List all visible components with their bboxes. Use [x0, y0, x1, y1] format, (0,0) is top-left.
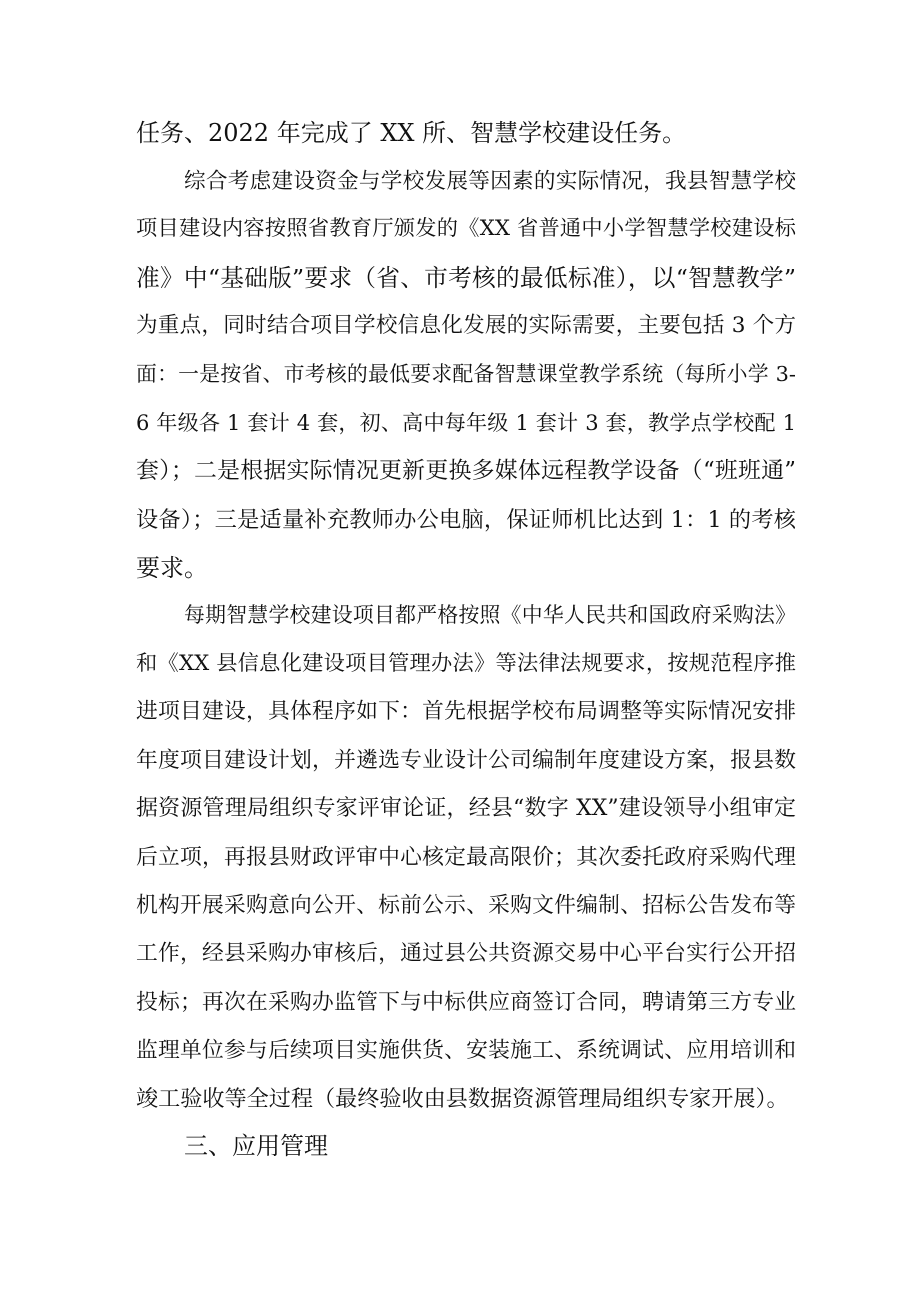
paragraph-3-line-4: 年度项目建设计划，并遴选专业设计公司编制年度建设方案，报县数: [136, 748, 796, 773]
paragraph-3-line-1: 每期智慧学校建设项目都严格按照《中华人民共和国政府采购法》: [184, 603, 796, 627]
paragraph-3-line-9: 投标；再次在采购办监管下与中标供应商签订合同，聘请第三方专业: [136, 990, 796, 1015]
paragraph-1-line-1: 任务、2022 年完成了 XX 所、智慧学校建设任务。: [136, 119, 687, 147]
paragraph-2-line-9: 要求。: [136, 554, 208, 582]
paragraph-3-line-3: 进项目建设，具体程序如下：首先根据学校布局调整等实际情况安排: [136, 699, 796, 724]
paragraph-3-line-8: 工作，经县采购办审核后，通过县公共资源交易中心平台实行公开招: [136, 941, 796, 966]
paragraph-3-line-5: 据资源管理局组织专家评审论证，经县“数字 XX”建设领导小组审定: [136, 796, 796, 821]
paragraph-2-line-6: 6 年级各 1 套计 4 套，初、高中每年级 1 套计 3 套，教学点学校配 1: [136, 410, 796, 435]
paragraph-3-line-10: 监理单位参与后续项目实施供货、安装施工、系统调试、应用培训和: [136, 1038, 796, 1063]
paragraph-3-line-6: 后立项，再报县财政评审中心核定最高限价；其次委托政府采购代理: [136, 845, 796, 870]
paragraph-3-line-11: 竣工验收等全过程（最终验收由县数据资源管理局组织专家开展）。: [136, 1086, 789, 1112]
paragraph-3-line-7: 机构开展采购意向公开、标前公示、采购文件编制、招标公告发布等: [136, 893, 796, 918]
paragraph-2-line-1: 综合考虑建设资金与学校发展等因素的实际情况，我县智慧学校: [184, 169, 796, 194]
paragraph-2-line-3: 准》中“基础版”要求（省、市考核的最低标准），以“智慧教学”: [136, 264, 796, 292]
paragraph-2-line-8: 设备）；三是适量补充教师办公电脑，保证师机比达到 1：1 的考核: [136, 507, 796, 533]
paragraph-2-line-7: 套）；二是根据实际情况更新更换多媒体远程教学设备（“班班通”: [136, 458, 796, 484]
paragraph-2-line-2: 项目建设内容按照省教育厅颁发的《XX 省普通中小学智慧学校建设标: [136, 216, 796, 241]
paragraph-2-line-5: 面：一是按省、市考核的最低要求配备智慧课堂教学系统（每所小学 3-: [136, 362, 796, 386]
section-heading: 三、应用管理: [184, 1132, 328, 1160]
paragraph-2-line-4: 为重点，同时结合项目学校信息化发展的实际需要，主要包括 3 个方: [136, 313, 796, 338]
paragraph-3-line-2: 和《XX 县信息化建设项目管理办法》等法律法规要求，按规范程序推: [136, 651, 796, 676]
